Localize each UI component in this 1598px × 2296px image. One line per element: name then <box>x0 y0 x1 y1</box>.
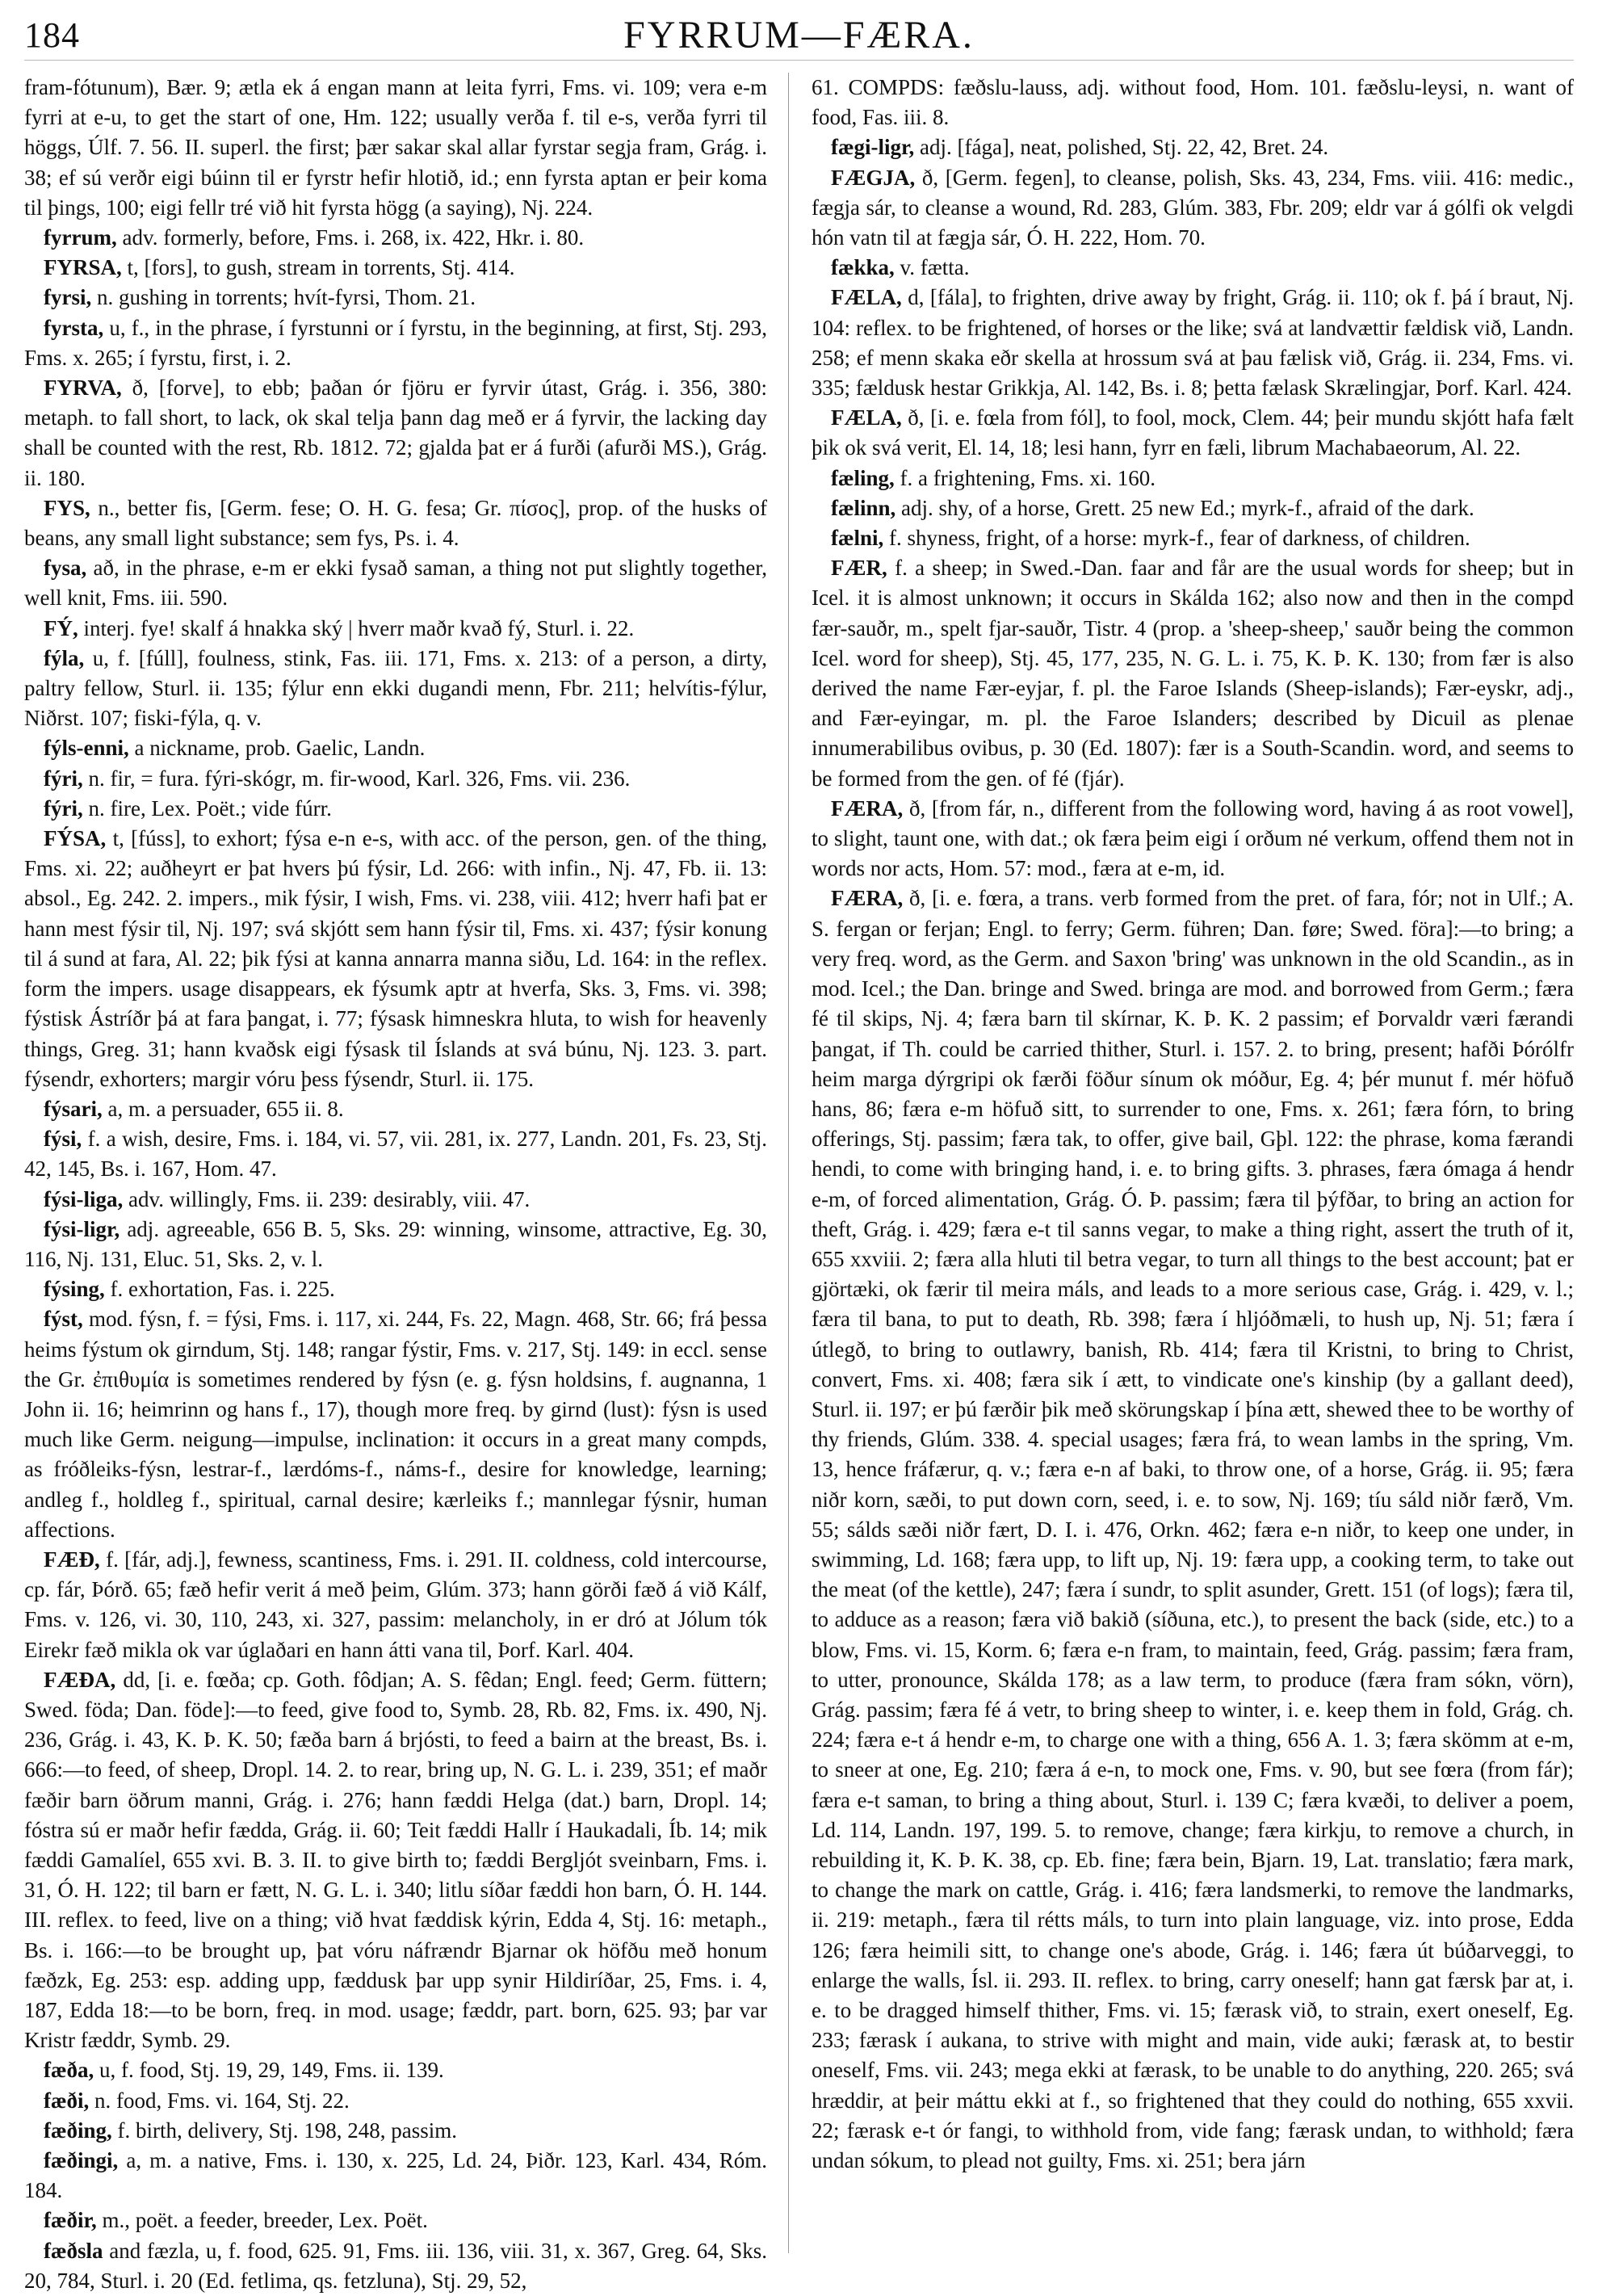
dictionary-entry <box>24 1094 767 1124</box>
entry-text: adj. agreeable, 656 B. 5, Sks. 29: winning, winsome, attractive, Eg. 30, 116, Nj. 131, Eluc. 51, Sks. 2, v. l. <box>24 1216 767 1271</box>
dictionary-entry <box>24 824 767 1094</box>
entry-headword: fýsi-ligr, <box>44 1216 120 1241</box>
dictionary-entry <box>24 614 767 644</box>
entry-text: u, f., in the phrase, í fyrstunni or í fyrstu, in the beginning, at first, Stj. 293, Fms. x. 265; í fyrstu, first, i. 2. <box>24 315 768 370</box>
dictionary-entry <box>24 1304 767 1545</box>
entry-text: n. fire, Lex. Poët.; vide fúrr. <box>88 795 332 821</box>
page-title: FYRRUM—FÆRA. <box>623 14 975 57</box>
dictionary-entry <box>24 253 767 283</box>
entry-text: n. fir, = fura. fýri-skógr, m. fir-wood, Karl. 326, Fms. vii. 236. <box>88 766 631 791</box>
dictionary-entry <box>812 523 1574 553</box>
entry-headword: fæðing, <box>44 2118 112 2143</box>
entry-text: að, in the phrase, e-m er ekki fysað saman, a thing not put slightly together, well knit, Fms. iii. 590. <box>24 556 768 611</box>
entry-text: n. gushing in torrents; hvít-fyrsi, Thom. 21. <box>96 285 476 310</box>
dictionary-entry <box>24 794 767 824</box>
dictionary-entry <box>24 223 767 253</box>
dictionary-entry <box>24 373 767 493</box>
dictionary-entry <box>812 553 1574 794</box>
entry-text: ð, [from fár, n., different from the following word, having á as root vowel], to slight, taunt one, with dat.; ok færa þeim eigi í orðum né verkum, offend them not in words nor acts, Hom. 57: mod., færa at e-m, id. <box>812 795 1574 881</box>
entry-text: a, m. a persuader, 655 ii. 8. <box>107 1096 344 1121</box>
entry-headword: FÆÐ, <box>44 1547 100 1572</box>
entry-headword: FÆGJA, <box>831 165 916 190</box>
dictionary-entry <box>812 794 1574 884</box>
entry-headword: fyrsta, <box>44 315 104 340</box>
dictionary-entry <box>812 493 1574 523</box>
entry-headword: fýri, <box>44 795 83 821</box>
entry-text: n. food, Fms. vi. 164, Stj. 22. <box>94 2088 350 2113</box>
entry-headword: FÝ, <box>44 615 78 640</box>
entry-headword: fýls-enni, <box>44 736 129 761</box>
dictionary-entry <box>24 1215 767 1274</box>
entry-headword: fýsi, <box>44 1127 82 1152</box>
entry-headword: fækka, <box>831 255 895 280</box>
entry-headword: fýst, <box>44 1307 83 1332</box>
dictionary-entry <box>24 2146 767 2206</box>
entry-headword: fæða, <box>44 2058 94 2083</box>
entry-text: t, [fúss], to exhort; fýsa e-n e-s, with acc. of the person, gen. of the thing, Fms. xi. 22; auðheyrt er þat hvers þú fýsir, Ld. 266: with infin., Nj. 47, Fb. ii. 13: absol., Eg. 242. 2. impers., mik fýsir, I wish, Fms. vi. 238, viii. 412; hverr hafi þat er hann mest fýsir til, Nj. 197; svá skjótt sem hann fýsir til, Fms. xi. 437; fýsir konung til á sund at fara, Al. 22; þik fýsi at kanna annarra manna siðu, Ld. 164: in the reflex. form the impers. usage disappears, ek fýsumk aptr at hverfa, Sks. 3, Fms. vi. 398; fýstisk Ástríðr þá at fara þangat, i. 77; fýsask himneskra hluta, to wish for heavenly things, Greg. 31; hann kvaðsk eigi fýsask til Íslands at svá búnu, Nj. 123. 3. part. fýsendr, exhorters; margir vóru þess fýsendr, Sturl. ii. 175. <box>24 826 767 1091</box>
entry-headword: fysa, <box>44 556 87 581</box>
entry-text: u, f. food, Stj. 19, 29, 149, Fms. ii. 139. <box>99 2058 444 2083</box>
dictionary-entry <box>24 2206 767 2235</box>
entry-headword: FYRSA, <box>44 255 122 280</box>
entry-text: f. exhortation, Fas. i. 225. <box>110 1277 335 1302</box>
entry-headword: fyrsi, <box>44 285 92 310</box>
entry-headword: FYRVA, <box>44 376 122 401</box>
entry-headword: FÆLA, <box>831 285 902 310</box>
entry-text: a nickname, prob. Gaelic, Landn. <box>134 736 426 761</box>
entry-text: f. [fár, adj.], fewness, scantiness, Fms. i. 291. II. coldness, cold intercourse, cp. fár, Þórð. 65; fæð hefir verit á með þeim, Glúm. 373; hann görði fæð á við Kálf, Fms. v. 126, vi. 30, 110, 243, xi. 327, passim: melancholy, in er dró at Jólum tók Eirekr fæð mikla ok var úglaðari en hann átti vana til, Þorf. Karl. 404. <box>24 1547 768 1662</box>
entry-headword: FÆRA, <box>831 886 904 911</box>
dictionary-entry <box>24 283 767 313</box>
dictionary-entry <box>24 553 767 613</box>
entry-headword: FÆLA, <box>831 405 902 430</box>
entry-text: f. a wish, desire, Fms. i. 184, vi. 57, vii. 281, ix. 277, Landn. 201, Fs. 23, Stj. 42, 145, Bs. i. 167, Hom. 47. <box>24 1127 768 1182</box>
entry-text: adj. [fága], neat, polished, Stj. 22, 42, Bret. 24. <box>920 135 1329 160</box>
right-column <box>812 73 1574 2253</box>
entry-headword: fæðsla <box>44 2238 103 2263</box>
entry-text: and fæzla, u, f. food, 625. 91, Fms. iii. 136, viii. 31, x. 367, Greg. 64, Sks. 20, 784, Sturl. i. 20 (Ed. fetlima, qs. fetzluna), Stj. 29, 52, <box>24 2238 768 2293</box>
entry-text: dd, [i. e. fœða; cp. Goth. fôdjan; A. S. fêdan; Engl. feed; Germ. füttern; Swed. föda; Dan. föde]:—to feed, give food to, Symb. 28, Rb. 82, Fms. ix. 490, Nj. 236, Grág. i. 43, K. Þ. K. 50; fæða barn á brjósti, to feed a bairn at the breast, Bs. i. 666:—to feed, of sheep, Dropl. 14. 2. to rear, bring up, N. G. L. i. 239, 351; ef maðr fæðir barn öðrum manni, Grág. i. 276; hann fæddi Helga (dat.) barn, Dropl. 14; fóstra sú er maðr hefir fædda, Grág. ii. 60; Teit fæddi Hallr í Haukadali, Íb. 14; mik fæddi Gamalíel, 655 xvi. B. 3. II. to give birth to; fæddi Bergljót sveinbarn, Fms. i. 31, Ó. H. 122; til barn er fætt, N. G. L. i. 340; litlu síðar fæddi hon barn, Ó. H. 144. III. reflex. to feed, live on a thing; við hvat fæddisk kýrin, Edda 4, Stj. 16: metaph., Bs. i. 166:—to be brought up, þat vóru náfrændr Bjarnar ok höfðu með honum fæðzk, Eg. 253: esp. adding upp, fæddusk þar upp synir Hildiríðar, 25, Fms. i. 4, 187, Edda 18:—to be born, freq. in mod. usage; fæddr, part. born, 625. 93; þar var Kristr fæddr, Symb. 29. <box>24 1667 768 2053</box>
entry-headword: fýla, <box>44 645 85 670</box>
entry-headword: fæling, <box>831 465 895 490</box>
entry-headword: fýri, <box>44 766 83 791</box>
dictionary-entry <box>812 253 1574 283</box>
entry-headword: FYS, <box>44 495 90 520</box>
column-divider <box>788 73 789 2253</box>
entry-text: t, [fors], to gush, stream in torrents, Stj. 414. <box>127 255 515 280</box>
dictionary-entry <box>812 884 1574 2176</box>
dictionary-entry <box>812 464 1574 493</box>
entry-headword: fýsari, <box>44 1096 103 1121</box>
entry-text: interj. fye! skalf á hnakka ský | hverr maðr kvað fý, Sturl. i. 22. <box>83 615 635 640</box>
dictionary-entry <box>812 283 1574 403</box>
entry-headword: fýsi-liga, <box>44 1186 124 1211</box>
dictionary-entry <box>24 1665 767 2056</box>
entry-headword: fýsing, <box>44 1277 105 1302</box>
dictionary-entry <box>24 1124 767 1184</box>
columns <box>24 73 1575 2293</box>
left-column <box>24 73 768 2293</box>
dictionary-entry <box>24 733 767 763</box>
dictionary-entry <box>24 2086 767 2116</box>
entry-text: f. birth, delivery, Stj. 198, 248, passim. <box>117 2118 457 2143</box>
running-head <box>24 10 1574 61</box>
entry-headword: FÝSA, <box>44 826 107 851</box>
dictionary-page <box>24 10 1575 2293</box>
entry-text: adv. willingly, Fms. ii. 239: desirably, viii. 47. <box>128 1186 531 1211</box>
entry-text: v. fætta. <box>900 255 970 280</box>
entry-headword: fæði, <box>44 2088 90 2113</box>
dictionary-entry <box>812 73 1574 132</box>
entry-text: ð, [i. e. fœra, a trans. verb formed from the pret. of fara, fór; not in Ulf.; A. S. fergan or ferjan; Engl. to ferry; Germ. führen; Dan. føre; Swed. föra]:—to bring; a very freq. word, as the Germ. and Saxon 'bring' was unknown in the old Scandin., as in mod. Icel.; the Dan. bringe and Swed. bringa are mod. and borrowed from Germ.; færa fé til skips, Nj. 4; færa barn til skírnar, K. Þ. K. 2 passim; ef Þorvaldr væri færandi þangat, if Th. could be carried thither, Sturl. i. 157. 2. to bring, present; hafði Þórólfr heim marga dýrgripi ok færði föður sínum ok móður, Eg. 4; þér munut f. mér höfuð hans, 86; færa e-m höfuð sitt, to surrender to one, Fms. x. 261; færa fórn, to bring offerings, Stj. passim; færa tak, to offer, give bail, Gþl. 122: the phrase, koma færandi hendi, to come with bringing hand, i. e. to bring gifts. 3. phrases, færa ómaga á hendr e-m, of forced alimentation, Grág. Ó. Þ. passim; færa til þýfðar, to bring an action for theft, Grág. i. 429; færa e-t til sanns vegar, to make a thing right, assert the truth of it, 655 xxviii. 2; færa alla hluti til betra vegar, to turn all things to the best account; þat er gjörtæki, ok færir til meira máls, and leads to a more serious case, Grág. i. 429, v. l.; færa til bana, to put to death, Rb. 398; færa í hljóðmæli, to hush up, Nj. 51; færa í útlegð, to bring to outlawry, banish, Rb. 414; færa til Kristni, to bring to Christ, convert, Fms. xi. 408; færa sik í ætt, to vindicate one's kinship (by a gallant deed), Sturl. ii. 197; er þú færðir þik með skörungskap í þína ætt, shewed thee to be worthy of thy friends, Glúm. 338. 4. special usages; færa frá, to wean lambs in the spring, Vm. 13, hence fráfærur, q. v.; færa e-n af baki, to throw one, of a horse, Grág. ii. 95; færa niðr korn, sæði, to put down corn, seed, i. e. to sow, Nj. 169; tíu sáld niðr færð, Vm. 55; sálds sæði niðr fært, D. I. i. 476, Orkn. 462; færa e-n niðr, to keep one under, in swimming, Ld. 168; færa upp, to lift up, Nj. 19: færa upp, a cooking term, to take out the meat (of the kettle), 247; færa í sundr, to split asunder, Grett. 151 (of logs); færa til, to adduce as a reason; færa við bakið (síðuna, etc.), to present the back (side, etc.) to a blow, Fms. vi. 15, Korm. 6; færa e-n fram, to maintain, feed, Grág. passim; færa fram, to utter, pronounce, Skálda 178; as a law term, to produce (færa fram sókn, vörn), Grág. passim; færa fé á vetr, to bring sheep to winter, i. e. keep them in fold, Grág. ch. 224; færa e-t á hendr e-m, to charge one with a thing, 656 A. 1. 3; færa skömm at e-m, to sneer at one, Eg. 210; færa á e-n, to mock one, Fms. v. 90, but see fœra (from fár); færa e-t saman, to bring a thing about, Sturl. i. 139 C; færa kvæði, to deliver a poem, Ld. 114, Landn. 197, 199. 5. to remove, change; færa kirkju, to remove a church, in rebuilding it, K. Þ. K. 38, cp. Eb. fine; færa bein, Bjarn. 19, Lat. translatio; færa mark, to change the mark on cattle, Grág. i. 416; færa landsmerki, to remove the landmarks, ii. 219: metaph., færa til rétts máls, to turn into plain language, viz. into prose, Edda 126; færa heimili sitt, to change one's abode, Grág. i. 146; færa út búðarveggi, to enlarge the walls, Ísl. ii. 293. II. reflex. to bring, carry oneself; hann gat færsk þar at, i. e. to be dragged himself thither, Fms. vi. 15; færask við, to strain, exert oneself, Eg. 233; færask í aukana, to strive with might and main, vide auki; færask at, to bestir oneself, Fms. vii. 243; mega ekki at færask, to be unable to do anything, 220. 265; svá hræddir, at þeir máttu ekki at f., so frightened that they could do nothing, 655 xxvii. 22; færask e-t ór fangi, to withhold from, vide fang; færask undan, to withhold; færa undan sókum, to plead not guilty, Fms. xi. 251; bera járn <box>812 886 1574 2173</box>
entry-headword: fælinn, <box>831 495 896 520</box>
dictionary-entry <box>24 1185 767 1215</box>
dictionary-entry <box>24 313 767 373</box>
entry-text: ð, [i. e. fœla from fól], to fool, mock, Clem. 44; þeir mundu skjótt hafa fælt þik ok svá verit, El. 14, 18; lesi hann, fyrr en fæli, librum Machabaeorum, Al. 22. <box>812 405 1574 460</box>
dictionary-entry <box>812 163 1574 254</box>
dictionary-entry <box>24 2116 767 2146</box>
entry-text: f. shyness, fright, of a horse: myrk-f., fear of darkness, of children. <box>889 526 1470 551</box>
dictionary-entry <box>24 2236 767 2296</box>
dictionary-entry <box>24 1545 767 1665</box>
entry-text: m., poët. a feeder, breeder, Lex. Poët. <box>102 2208 428 2233</box>
entry-text: 61. COMPDS: fæðslu-lauss, adj. without food, Hom. 101. fæðslu-leysi, n. want of food, Fas. iii. 8. <box>812 75 1574 130</box>
entry-text: ð, [forve], to ebb; þaðan ór fjöru er fyrvir útast, Grág. i. 356, 380: metaph. to fall short, to lack, ok skal telja þann dag með er á fyrvir, the lacking day shall be counted with the rest, Rb. 1812. 72; gjalda þat er á furði (afurði MS.), Grág. ii. 180. <box>24 376 767 490</box>
entry-headword: fægi-ligr, <box>831 135 915 160</box>
entry-headword: FÆR, <box>831 556 887 581</box>
dictionary-entry <box>812 403 1574 463</box>
entry-text: ð, [Germ. fegen], to cleanse, polish, Sks. 43, 234, Fms. viii. 416: medic., fægja sár, to cleanse a wound, Rd. 283, Glúm. 383, Fbr. 209; eldr var á gólfi ok velgdi hón vatn til at fægja sár, Ó. H. 222, Hom. 70. <box>812 165 1575 250</box>
dictionary-entry <box>24 644 767 734</box>
dictionary-entry <box>812 132 1574 162</box>
entry-headword: fæðingi, <box>44 2148 119 2173</box>
entry-headword: fyrrum, <box>44 225 117 250</box>
dictionary-entry <box>24 73 767 223</box>
entry-headword: FÆÐA, <box>44 1667 116 1692</box>
entry-text: mod. fýsn, f. = fýsi, Fms. i. 117, xi. 244, Fs. 22, Magn. 468, Str. 66; frá þessa heims fýstum ok girndum, Stj. 148; rangar fýstir, Fms. v. 217, Stj. 149: in eccl. sense the Gr. ἐπιθυμία is sometimes rendered by fýsn (e. g. fýsn holdsins, f. augnanna, 1 John ii. 16; heimrinn og hans f., 17), though more freq. by girnd (lust): fýsn is used much like Germ. neigung—impulse, inclination: it occurs in a great many compds, as fróðleiks-fýsn, lestrar-f., lærdóms-f., náms-f., desire for knowledge, learning; andleg f., holdleg f., spiritual, carnal desire; kærleiks f.; mannlegar fýsnir, human affections. <box>24 1307 768 1542</box>
dictionary-entry <box>24 493 767 553</box>
entry-text: n., better fis, [Germ. fese; O. H. G. fesa; Gr. πίσος], prop. of the husks of beans, any small light substance; sem fys, Ps. i. 4. <box>24 495 768 551</box>
dictionary-entry <box>24 2055 767 2085</box>
entry-headword: fæðir, <box>44 2208 97 2233</box>
entry-headword: fælni, <box>831 526 884 551</box>
page-number: 184 <box>24 15 80 55</box>
entry-text: adv. formerly, before, Fms. i. 268, ix. 422, Hkr. i. 80. <box>122 225 585 250</box>
entry-text: f. a frightening, Fms. xi. 160. <box>900 465 1156 490</box>
entry-text: f. a sheep; in Swed.-Dan. faar and får are the usual words for sheep; but in Icel. it is almost unknown; it occurs in Skálda 162; also now and then in the compd fær-sauðr, m., spelt fjar-sauðr, Tistr. 4 (prop. a 'sheep-sheep,' sauðr being the common Icel. word for sheep), Stj. 45, 177, 235, N. G. L. i. 75, K. Þ. K. 130; from fær is also derived the name Fær-eyjar, f. pl. the Faroe Islands (Sheep-islands); Fær-eyskr, adj., and Fær-eyingar, m. pl. the Faroe Islanders; described by Dicuil as plenae innumerabilibus ovibus, p. 30 (Ed. 1807): fær is a South-Scandin. word, and seems to be formed from the gen. of fé (fjár). <box>812 556 1575 791</box>
entry-text: d, [fála], to frighten, drive away by fright, Grág. ii. 110; ok f. þá í braut, Nj. 104: reflex. to be frightened, of horses or the like; svá at landvættir fældisk við, Landn. 258; ef menn skaka eðr skella at hrossum svá at þau fælisk við, Grág. ii. 234, Fms. vi. 335; fældusk hestar Grikkja, Al. 142, Bs. i. 8; þetta fælask Skrælingjar, Þorf. Karl. 424. <box>812 285 1575 401</box>
entry-text: u, f. [fúll], foulness, stink, Fas. iii. 171, Fms. x. 213: of a person, a dirty, paltry fellow, Sturl. ii. 135; fýlur enn ekki dugandi menn, Fbr. 211; helvítis-fýlur, Niðrst. 107; fiski-fýla, q. v. <box>24 645 767 731</box>
dictionary-entry <box>24 764 767 794</box>
entry-text: a, m. a native, Fms. i. 130, x. 225, Ld. 24, Þiðr. 123, Karl. 434, Róm. 184. <box>24 2148 768 2203</box>
entry-text: fram-fótunum), Bær. 9; ætla ek á engan mann at leita fyrri, Fms. vi. 109; vera e-m fyrri at e-u, to get the start of one, Hm. 122; usually verða f. til e-s, verða fyrri til höggs, Úlf. 7. 56. II. superl. the first; þær sakar skal allar fyrstar segja fram, Grág. i. 38; ef sú verðr eigi búinn til er fyrstr hefir hlotið, id.; enn fyrsta aptan er þeir koma til þings, 100; eigi fellr tré við hit fyrsta högg (a saying), Nj. 224. <box>24 75 767 220</box>
entry-headword: FÆRA, <box>831 795 904 821</box>
entry-text: adj. shy, of a horse, Grett. 25 new Ed.; myrk-f., afraid of the dark. <box>901 495 1474 520</box>
dictionary-entry <box>24 1274 767 1304</box>
